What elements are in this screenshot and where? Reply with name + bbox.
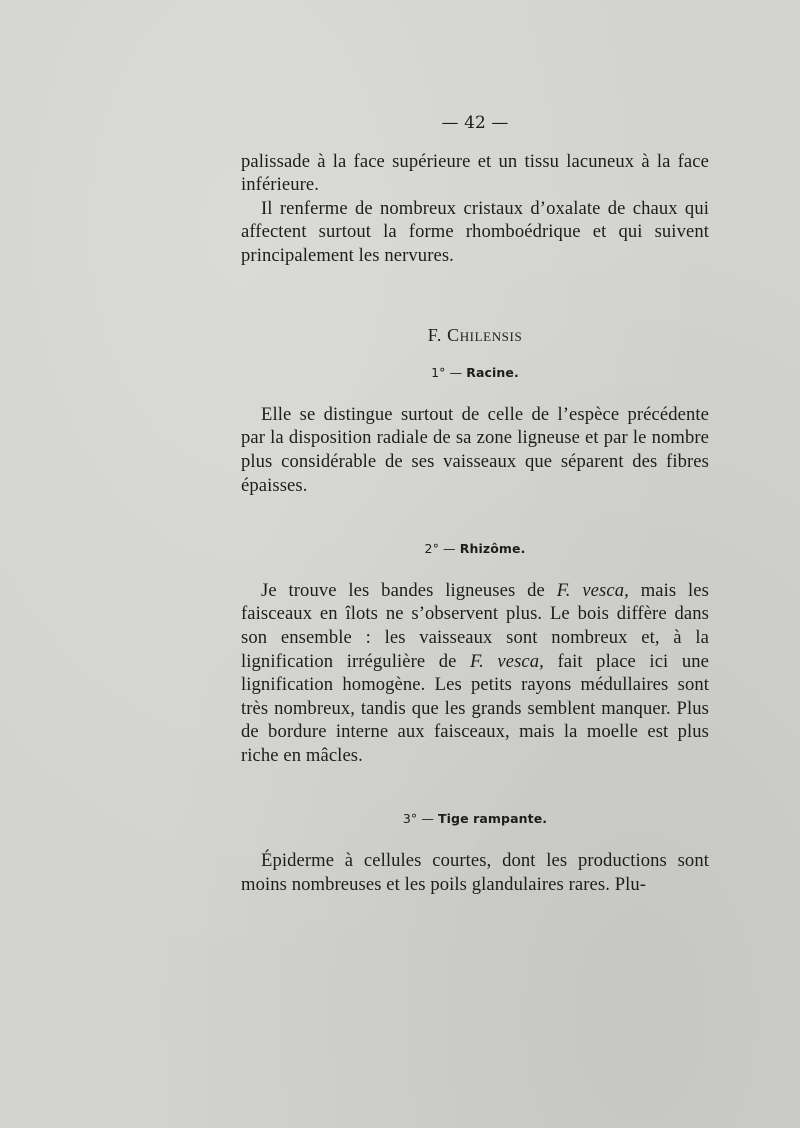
text-run: fait place ici une lignification homogène. Les petits rayons médullaires sont très nombreux, tandis que les grands semblent manquer. Plus de bordure interne aux faisceaux, mais la moelle est plus riche en mâcles. (241, 650, 709, 766)
section-title: Tige rampante. (438, 811, 548, 827)
section-heading-tige (241, 807, 709, 831)
section-dash: — (449, 365, 463, 381)
paragraph-oxalate: Il renferme de nombreux cristaux d’oxalate de chaux qui affectent surtout la forme rhomboédrique et qui suivent principalement les nervures. (241, 197, 709, 266)
species-name-italic: F. vesca, (470, 650, 544, 672)
species-heading: F. Chilensis (427, 324, 523, 345)
species-name-italic: F. vesca, (556, 579, 629, 601)
paragraph-tige: Épiderme à cellules courtes, dont les productions sont moins nombreuses et les poils glandulaires rares. Plu- (241, 850, 709, 895)
paragraph-rhizome (241, 579, 709, 768)
section-number: 2° (424, 541, 439, 557)
section-heading-racine (241, 361, 709, 385)
paragraph-racine: Elle se distingue surtout de celle de l’espèce précédente par la disposition radiale de sa zone ligneuse et par le nombre plus considérable de ses vaisseaux que séparent des fibres épaisses. (241, 403, 709, 496)
text-block (241, 112, 709, 896)
page-number: — 42 — (441, 113, 509, 133)
section-heading-rhizome (241, 537, 709, 561)
text-run: mais les faisceaux en îlots ne s’observent plus. Le bois diffère dans son ensemble : les vaisseaux sont nombreux et, à la lignification irrégulière de (241, 579, 709, 672)
section-dash: — (443, 541, 456, 557)
section-number: 1° (431, 365, 446, 381)
section-title: Racine. (466, 365, 519, 381)
section-title: Rhizôme. (459, 541, 526, 557)
section-dash: — (421, 811, 434, 827)
paragraph-continued: palissade à la face supérieure et un tissu lacuneux à la face inférieure. (241, 150, 709, 196)
text-run: Je trouve les bandes ligneuses de (261, 579, 557, 601)
section-number: 3° (402, 811, 418, 827)
